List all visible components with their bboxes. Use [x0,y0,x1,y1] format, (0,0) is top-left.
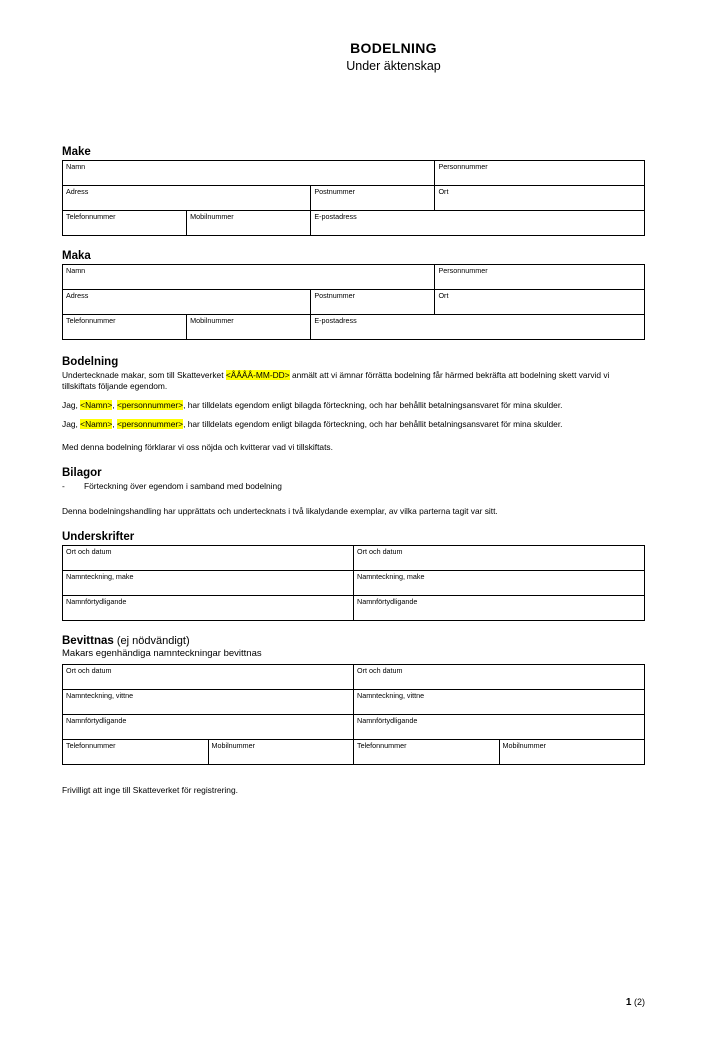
field-namnteckning-vittne[interactable]: Namnteckning, vittne [354,690,645,715]
bevittnas-heading-bold: Bevittnas [62,635,114,648]
claim-suffix: , har tilldelats egendom enligt bilagda förteckning, och har behållit betalningsansvaret för mina skulder. [183,399,563,410]
field-namnfortydligande[interactable]: Namnförtydligande [354,715,645,740]
claim-prefix: Jag, [62,419,81,430]
bullet-dash: - [62,481,65,492]
section-heading-make: Make [62,145,91,158]
bevittnas-subline: Makars egenhändiga namnteckningar bevittnas [62,648,262,660]
field-ort-och-datum[interactable]: Ort och datum [354,546,645,571]
field-adress[interactable]: Adress [63,185,311,210]
field-telefonnummer[interactable]: Telefonnummer [63,210,187,235]
field-namnteckning-make[interactable]: Namnteckning, make [354,571,645,596]
underskrifter-table [62,545,645,621]
table-row [63,185,645,210]
bodelning-claim-maka [62,419,645,430]
field-telefonnummer[interactable]: Telefonnummer [63,740,209,765]
field-namnfortydligande[interactable]: Namnförtydligande [63,596,354,621]
table-row [63,289,645,314]
field-personnummer[interactable]: Personnummer [435,264,645,289]
table-row [63,314,645,339]
table-row [63,210,645,235]
field-namnteckning-vittne[interactable]: Namnteckning, vittne [63,690,354,715]
page-number: 1 [625,997,632,1008]
field-namnfortydligande[interactable]: Namnförtydligande [354,596,645,621]
section-heading-maka: Maka [62,249,91,262]
bodelning-intro [62,370,645,392]
maka-form-table [62,264,645,340]
field-epostadress[interactable]: E-postadress [311,210,645,235]
field-epostadress[interactable]: E-postadress [311,314,645,339]
document-header [142,40,645,74]
table-row [63,546,645,571]
intro-text-part1: Undertecknade makar, som till Skatteverket [62,369,226,380]
field-namnfortydligande[interactable]: Namnförtydligande [63,715,354,740]
field-adress[interactable]: Adress [63,289,311,314]
field-mobilnummer[interactable]: Mobilnummer [208,740,354,765]
field-mobilnummer[interactable]: Mobilnummer [187,210,311,235]
field-ort-och-datum[interactable]: Ort och datum [354,665,645,690]
bilaga-label: Förteckning över egendom i samband med bodelning [84,481,282,492]
claim-personnummer-placeholder: <personnummer> [116,419,184,430]
table-row [63,665,645,690]
field-postnummer[interactable]: Postnummer [311,185,435,210]
claim-suffix: , har tilldelats egendom enligt bilagda förteckning, och har behållit betalningsansvaret för mina skulder. [183,419,563,430]
table-row [63,160,645,185]
make-form-table [62,160,645,236]
table-row [63,596,645,621]
section-heading-bodelning: Bodelning [62,355,119,368]
table-row [63,715,645,740]
claim-name-placeholder: <Namn> [80,399,113,410]
section-heading-bevittnas [62,635,645,647]
section-heading-bilagor: Bilagor [62,467,102,480]
bodelning-closing: Med denna bodelning förklarar vi oss nöjda och kvitterar vad vi tillskiftats. [62,442,333,453]
section-heading-underskrifter: Underskrifter [62,531,135,544]
registration-note: Frivilligt att inge till Skatteverket för registrering. [62,785,238,796]
field-namnteckning-make[interactable]: Namnteckning, make [63,571,354,596]
page-total: (2) [634,997,645,1007]
bevittnas-heading-note: (ej nödvändigt) [113,635,190,648]
page-footer [626,997,645,1008]
field-mobilnummer[interactable]: Mobilnummer [187,314,311,339]
field-telefonnummer[interactable]: Telefonnummer [354,740,500,765]
field-mobilnummer[interactable]: Mobilnummer [499,740,645,765]
bodelning-claim-make [62,400,645,411]
claim-personnummer-placeholder: <personnummer> [116,399,184,410]
field-personnummer[interactable]: Personnummer [435,160,645,185]
table-row [63,264,645,289]
page-subtitle: Under äktenskap [346,58,441,73]
field-namn[interactable]: Namn [63,160,435,185]
bevittnas-table [62,664,645,765]
claim-separator: , [112,399,117,410]
field-ort[interactable]: Ort [435,185,645,210]
claim-prefix: Jag, [62,399,81,410]
document-page [0,40,707,1040]
table-row [63,571,645,596]
table-row [63,740,645,765]
page-title: BODELNING [350,40,437,56]
field-namn[interactable]: Namn [63,264,435,289]
table-row [63,690,645,715]
claim-name-placeholder: <Namn> [80,419,113,430]
bilagor-statement: Denna bodelningshandling har upprättats och undertecknats i två likalydande exemplar, av vilka parterna tagit var sitt. [62,506,498,517]
field-postnummer[interactable]: Postnummer [311,289,435,314]
field-telefonnummer[interactable]: Telefonnummer [63,314,187,339]
list-item [62,481,645,492]
field-ort[interactable]: Ort [435,289,645,314]
claim-separator: , [112,419,117,430]
intro-text-part2: anmält att vi ämnar förrätta bodelning får härmed bekräfta att bodelning skett varvid vi tillskiftats följande egendom. [62,369,610,391]
field-ort-och-datum[interactable]: Ort och datum [63,665,354,690]
intro-date-placeholder: <ÅÅÅÅ-MM-DD> [225,369,290,380]
field-ort-och-datum[interactable]: Ort och datum [63,546,354,571]
